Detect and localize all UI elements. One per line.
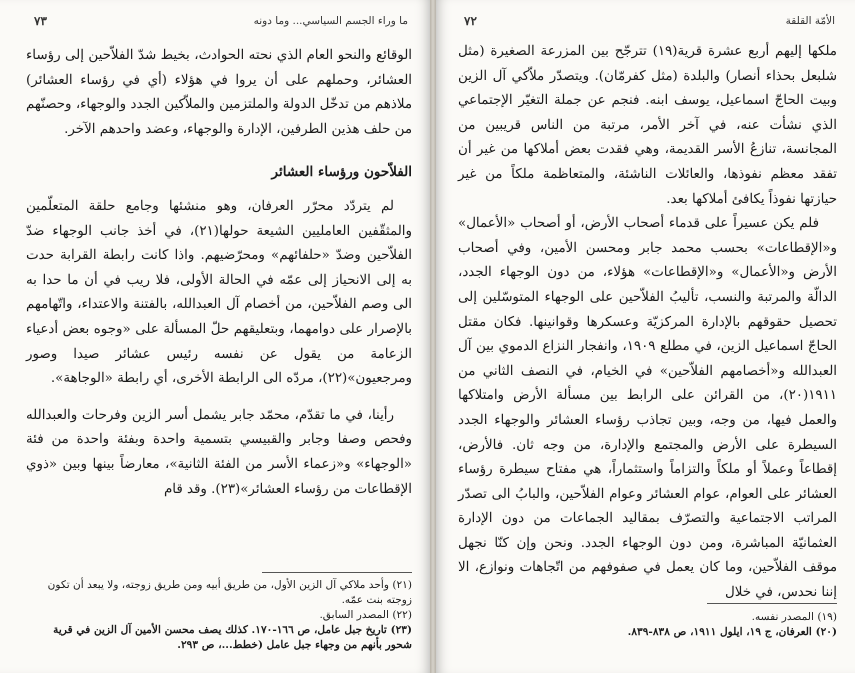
left-page-body — [26, 44, 412, 502]
left-page-footnotes — [26, 578, 412, 653]
paragraph: لم يتردّد محرّر العرفان، وهو منشئها وجامع حلقة المتعلّمين والمثقّفين العامليين الشيعة حولها(٢١)، في أخذ جانب الوجهاء ضدّ الفلاّحين وضدّ «حلفائهم» ومحرّضيهم. واذا كانت رابطة القرابة حدت به إلى الانحياز إلى عمّه في الحالة الأولى، فلا ريب في أن ما حدا به الى وصم الفلاّحين، من أخصام آل العبدالله، بالفتنة والاعتداء، واتّهامهم بالإصرار على دوامهما، وبتعليقهم حلّ المسألة على «وجوه بعض أدعياء الزعامة من يقول عن نفسه رئيس عشائر صيدا وصور ومرجعيون»(٢٢)، مردّه الى الرابطة الأخرى، أي رابطة «الوجاهة». — [26, 198, 412, 387]
right-page-header — [464, 14, 835, 28]
footnote: (٢٢) المصدر السابق. — [319, 609, 412, 621]
footnote-separator — [262, 572, 412, 573]
footnote-separator — [707, 603, 837, 604]
paragraph: ملكها إليهم أربع عشرة قرية(١٩) تترجّح بين المزرعة الصغيرة (مثل شلبعل بحذاء أنصار) والبلدة (مثل كفرمّان). ويتصدّر ملاّكي آل الزين وبيت الحاجّ اسماعيل، يوسف ابنه. فنجم عن جملة التغيّر الإجتماعي الذي نشأت عنه، في آخر الأمر، مرتبة من الناس قريبين من المجانسة، تنازعُ الأسر القديمة، وهي فقدت بعض أملاكها من غير أن تفقد معظم نفوذها، والعائلات الناشئة، والمتعاظمة ملكاً من غير حيازتها نفوذاً يكافئ أملاكها بعد. — [458, 44, 837, 207]
paragraph: رأينا، في ما تقدّم، محمّد جابر يشمل أسر الزين وفرحات والعبدالله وفحص وصفا وجابر والقبيسي بتسمية واحدة وبفئة واحدة من فئة «الوجهاء» و«زعماء الأسر من الفئة الثانية»، معارضاً بينها وبين «ذوي الإقطاعات من رؤساء العشائر»(٢٣). وقد قام — [26, 407, 412, 497]
left-page-header — [34, 14, 408, 28]
running-head: الأمّة القلقة — [785, 15, 835, 27]
right-page-body — [458, 40, 837, 606]
right-page-footnotes — [458, 610, 837, 640]
page-number: ٧٣ — [34, 14, 47, 28]
running-head: ما وراء الجسم السياسي... وما دونه — [253, 15, 408, 27]
footnote: (٢٠) العرفان، ج ١٩، ايلول ١٩١١، ص ٨٣٨-٨٣٩. — [627, 626, 837, 638]
footnote: (١٩) المصدر نفسه. — [751, 611, 837, 623]
paragraph: الوقائع والنحو العام الذي نحته الحوادث، بخيط شدّ الفلاّحين إلى رؤساء العشائر، وحملهم على أن يروا في هؤلاء (أي في رؤساء العشائر) ملاذهم من تدخّل الدولة والملتزمين والملاّكين الجدد والوجهاء، وحصنّهم من حلف هذين الطرفين، الإدارة والوجهاء، وعضد واحدهم الآخر. — [26, 48, 412, 137]
page-number: ٧٢ — [464, 14, 477, 28]
footnote: (٢٣) تاريخ جبل عامل، ص ١٦٦-١٧٠. كذلك يصف محسن الأمين آل الزين في قرية شحور بأنهم من وجهاء جبل عامل (خطط...، ص ٢٩٣. — [53, 624, 412, 651]
paragraph: فلم يكن عسيراً على قدماء أصحاب الأرض، أو أصحاب «الأعمال» و«الإقطاعات» بحسب محمد جابر ومحسن الأمين، وفي أصحاب الأرض و«الأعمال» و«الإقطاعات» هؤلاء، من دون الوجهاء الجدد، الدالّة والمرتبة والنسب، تأليبُ الفلاّحين على الوجهاء المتوسّلين إلى تحصيل حقوقهم بالإدارة المركزيّة وعسكرها وقوانينها. فكان مقتل الحاجّ اسماعيل الزين، في مطلع ١٩٠٩، وانفجار النزاع الدموي بين آل العبدالله و«أخصامهم الفلاّحين» في الخيام، في النصف الثاني من ١٩١١(٢٠)، من القرائن على الرابط بين مسألة الأرض وامتلاكها والعمل فيها، من وجه، وبين تجاذب رؤساء العشائر والوجهاء الجدد السيطرة على الأرض والمجتمع والإدارة، من وجه ثان. فالأرض، إقطاعاً وعملاً أو ملكاً والتزاماً واستثماراً، هي مفتاح سيطرة رؤساء العشائر على العوام، عوام العشائر وعوام الفلاّحين، والبابُ الى تصدّر المراتب الاجتماعية والتصرّف بمقاليد الجماعات من دون الإدارة العثمانيّة المباشرة، ومن دون الوجهاء الجدد. ونحن وإن كنّا نجهل موقف الفلاّحين، وما كان يعمل في صفوفهم من اتّجاهات ونوازع، الا إننا نحدس، في خلال — [458, 216, 838, 601]
footnote: (٢١) وأحد ملاكي آل الزين الأول، من طريق أبيه ومن طريق زوجته، ولا يبعد أن تكون زوجته بنت عمّه. — [47, 579, 412, 606]
right-page — [436, 0, 855, 673]
section-title: الفلاّحون ورؤساء العشائر — [271, 164, 412, 181]
